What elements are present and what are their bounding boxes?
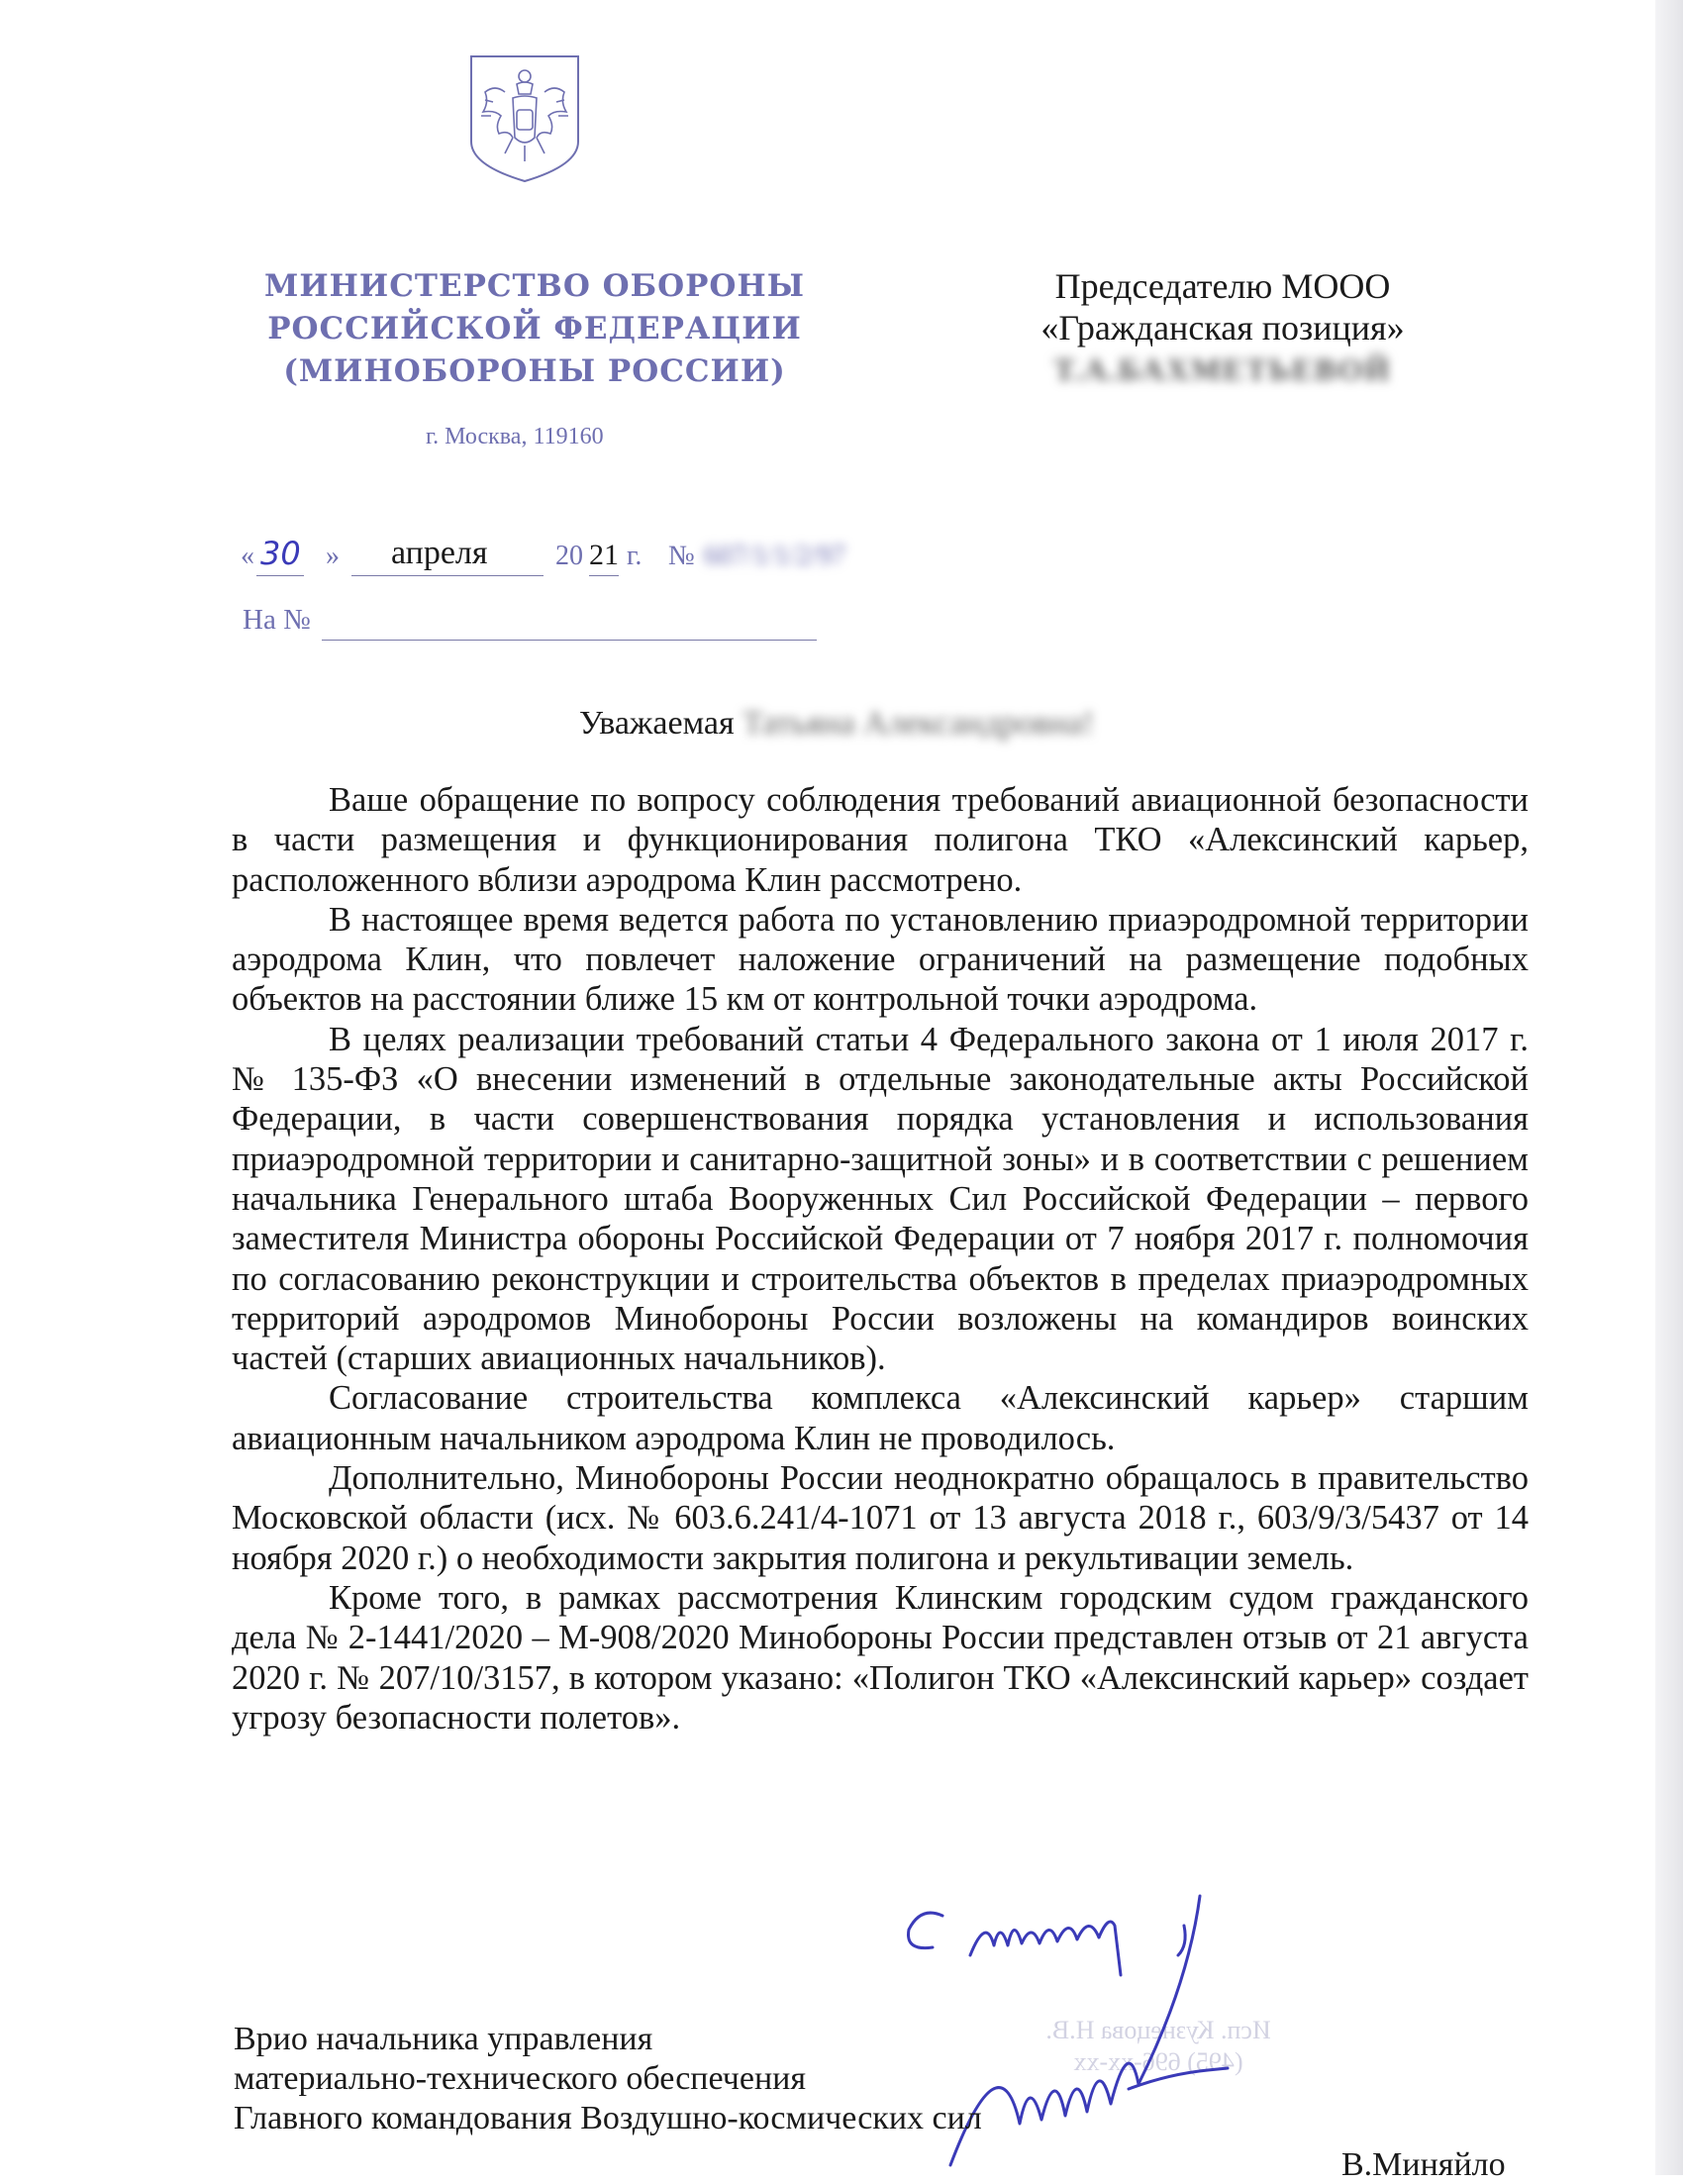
- body-paragraph: Кроме того, в рамках рассмотрения Клинским городским судом гражданского дела № 2-1441/2020 – М-908/2020 Минобороны России представлен отзыв от 21 августа 2020 г. № 207/10/3157, в котором указано: «Полигон ТКО «Алексинский карьер» создает угрозу безопасности полетов».: [232, 1578, 1529, 1737]
- ministry-line: МИНИСТЕРСТВО ОБОРОНЫ: [264, 268, 805, 304]
- page-edge-shadow: [1655, 0, 1683, 2175]
- ministry-letterhead: [238, 265, 832, 393]
- handwritten-c-stroke: [909, 1913, 943, 1948]
- date-line: [241, 535, 914, 580]
- addressee-line: «Гражданская позиция»: [1040, 308, 1405, 347]
- coat-of-arms-icon: [465, 54, 584, 183]
- signer-line: материально-технического обеспечения: [234, 2060, 806, 2097]
- date-year-underline: [589, 575, 619, 576]
- body-paragraph: В настоящее время ведется работа по установлению приаэродромной территории аэродрома Клин, что повлечет наложение ограничений на размещение подобных объектов на расстоянии ближе 15 км от контрольной точки аэродрома.: [232, 900, 1529, 1019]
- stamp-line: (495) 696-xx-xx: [1073, 2047, 1243, 2076]
- reference-label: На №: [243, 604, 311, 636]
- date-month-underline: [351, 575, 544, 576]
- letter-body: [232, 780, 1529, 1737]
- date-year-label: г.: [627, 541, 643, 571]
- date-month: апреля: [391, 535, 488, 571]
- ministry-line: РОССИЙСКОЙ ФЕДЕРАЦИИ: [267, 311, 802, 347]
- date-open-quote: «: [241, 541, 254, 571]
- signer-line: Главного командования Воздушно-космических сил: [234, 2100, 982, 2136]
- body-paragraph: В целях реализации требований статьи 4 Федерального закона от 1 июля 2017 г. № 135-ФЗ «О внесении изменений в отдельные законодательные акты Российской Федерации, в части совершенствования порядка установления и использования приаэродромной территории и санитарно-защитной зоны» и в соответствии с решением начальника Генерального штаба Вооруженных Сил Российской Федерации – первого заместителя Министра обороны Российской Федерации от 7 ноября 2017 г. полномочия по согласованию реконструкции и строительства объектов в пределах приаэродромных территорий аэродромов Минобороны России возложены на командиров воинских частей (старших авиационных начальников).: [232, 1020, 1529, 1378]
- signer-title: [234, 2020, 982, 2138]
- date-number-redacted: 607/1/1/2/97: [704, 541, 846, 571]
- greeting-text: Уважаемая: [579, 705, 735, 742]
- date-number-label: №: [668, 541, 695, 571]
- date-day: 30: [260, 535, 301, 572]
- reference-line: [243, 604, 311, 637]
- greeting: [579, 705, 1094, 743]
- date-close-quote: »: [326, 541, 340, 571]
- date-year-suffix: 21: [589, 539, 619, 571]
- body-paragraph: Ваше обращение по вопросу соблюдения требований авиационной безопасности в части размещения и функционирования полигона ТКО «Алексинский карьер, расположенного вблизи аэродрома Клин рассмотрено.: [232, 781, 1529, 899]
- signer-name: В.Миняйло: [1341, 2146, 1506, 2183]
- ministry-line: (МИНОБОРОНЫ РОССИИ): [283, 353, 786, 389]
- signer-line: Врио начальника управления: [234, 2021, 653, 2057]
- city-postcode: г. Москва, 119160: [426, 424, 604, 449]
- stamp-line: Исп. Кузнецова Н.В.: [1045, 2016, 1271, 2044]
- greeting-name-redacted: Татьяна Александровна!: [742, 705, 1095, 742]
- addressee-line: Председателю МООО: [1054, 266, 1391, 306]
- date-year-prefix: 20: [555, 541, 583, 571]
- body-paragraph: Дополнительно, Минобороны России неоднократно обращалось в правительство Московской области (исх. № 603.6.241/4-1071 от 13 августа 2018 г., 603/9/3/5437 от 14 ноября 2020 г.) о необходимости закрытия полигона и рекультивации земель.: [232, 1459, 1529, 1577]
- addressee-name-redacted: Т.А.БАХМЕТЬЕВОЙ: [1053, 351, 1392, 387]
- date-day-underline: [256, 575, 304, 576]
- addressee-block: [990, 265, 1455, 390]
- reference-underline: [322, 640, 817, 641]
- handwritten-comma: [1178, 1926, 1185, 1955]
- body-paragraph: Согласование строительства комплекса «Алексинский карьер» старшим авиационным начальником аэродрома Клин не проводилось.: [232, 1379, 1529, 1457]
- handwritten-word-stroke: [970, 1922, 1121, 1975]
